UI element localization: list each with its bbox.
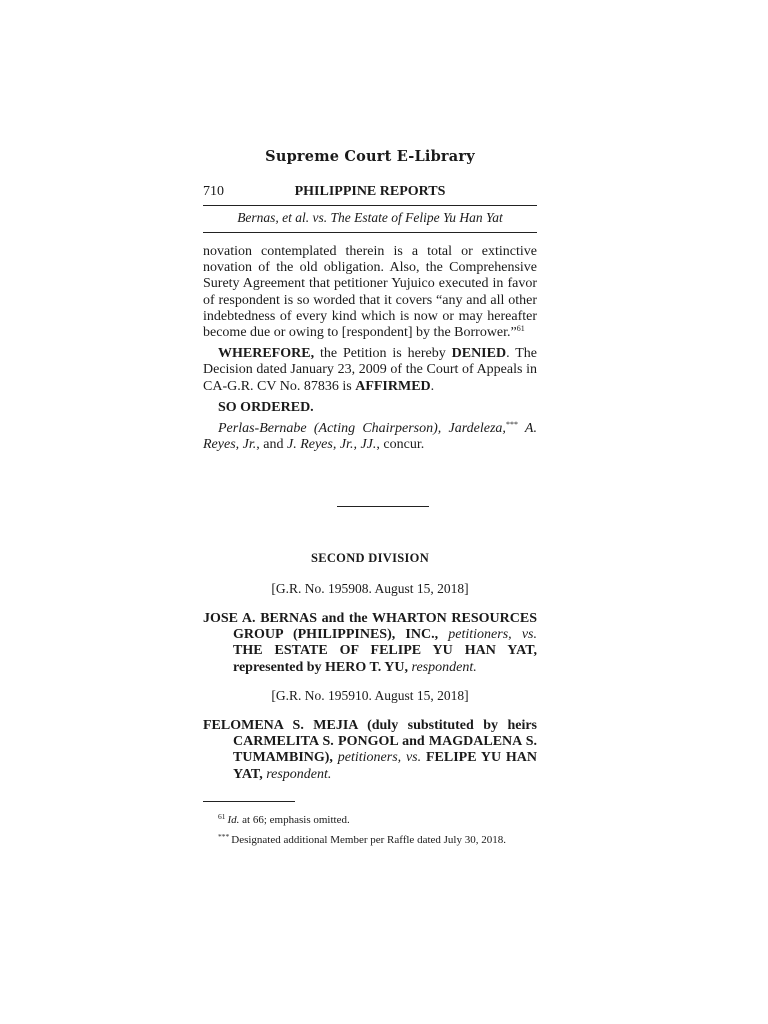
wherefore-text-b: . The Decision dated January 23, 2009 of the Court of Appeals in CA-G.R. CV No. 87836 is <box>203 346 537 394</box>
parties2-role-b: respondent. <box>262 766 332 782</box>
concurrence-text-b: , concur. <box>376 437 425 453</box>
header-rule-top <box>203 205 537 206</box>
denied-word: DENIED <box>451 346 507 362</box>
running-title: PHILIPPINE REPORTS <box>294 184 446 199</box>
division-title: SECOND DIVISION <box>310 551 430 565</box>
footnote-61-text: at 66; emphasis omitted. <box>239 814 350 826</box>
footnote-asterisk-text: Designated additional Member per Raffle dated July 30, 2018. <box>231 834 506 846</box>
wherefore-text-a: the Petition is hereby <box>314 346 452 362</box>
concurrence-justices-b: A. Reyes, Jr. <box>203 421 537 453</box>
concurrence-justices-c: J. Reyes, Jr., JJ. <box>286 437 377 453</box>
paragraph-novation-text: novation contemplated therein is a total or extinctive novation of the old obligation. Also, the Comprehensive Surety Agreement that petitioner Yujuico executed in favor of respondent is so worded that it covers “any and all other indebtedness of every kind which is now or may hereafter become due or owing to [respondent] by the Borrower.” <box>203 244 537 341</box>
section-divider <box>337 506 429 507</box>
wherefore-text-c: . <box>430 378 435 394</box>
concurrence-text-a: , and <box>256 437 287 453</box>
paragraph-wherefore <box>203 346 537 395</box>
concurrence-justices-a: Perlas-Bernabe (Acting Chairperson), Jardeleza, <box>218 421 506 437</box>
footnote-ref-asterisk: *** <box>505 420 518 430</box>
case-subtitle: Bernas, et al. vs. The Estate of Felipe Yu Han Yat <box>237 210 503 225</box>
gr-number-2: [G.R. No. 195910. August 15, 2018] <box>271 688 469 703</box>
paragraph-concurrence <box>203 421 537 453</box>
gr-number-1: [G.R. No. 195908. August 15, 2018] <box>271 581 469 596</box>
parties-case-2 <box>203 718 537 783</box>
parties1-petitioners: JOSE A. BERNAS and the WHARTON RESOURCES GROUP (PHILIPPINES), INC., <box>203 611 537 643</box>
parties-case-1 <box>203 611 537 676</box>
parties2-role-a: petitioners, vs. <box>332 750 422 766</box>
paragraph-so-ordered <box>203 400 537 416</box>
parties2-petitioners: FELOMENA S. MEJIA (duly substituted by heirs CARMELITA S. PONGOL and MAGDALENA S. TUMAMBING), <box>203 718 537 766</box>
library-watermark: Supreme Court E-Library <box>265 148 475 165</box>
footnote-61-id: Id. <box>227 814 240 826</box>
parties2-respondent: FELIPE YU HAN YAT, <box>233 750 537 782</box>
footnote-mark-61: 61 <box>218 812 226 821</box>
footnote-asterisk <box>218 833 537 847</box>
parties1-role-a: petitioners, vs. <box>438 627 537 643</box>
page-number: 710 <box>203 184 224 199</box>
parties1-role-b: respondent. <box>408 659 477 675</box>
paragraph-novation <box>203 244 537 341</box>
footnote-ref-61: 61 <box>516 324 525 334</box>
decision-body <box>203 244 537 458</box>
wherefore-lead: WHEREFORE, <box>218 346 315 362</box>
footnote-61 <box>218 813 537 827</box>
header-rule-bottom <box>203 232 537 233</box>
so-ordered: SO ORDERED. <box>218 399 314 415</box>
parties1-respondent: THE ESTATE OF FELIPE YU HAN YAT, represented by HERO T. YU, <box>233 643 537 675</box>
footnote-rule <box>203 801 295 802</box>
footnote-mark-asterisk: *** <box>218 832 230 841</box>
affirmed-word: AFFIRMED <box>355 378 431 394</box>
page-header <box>203 184 537 202</box>
